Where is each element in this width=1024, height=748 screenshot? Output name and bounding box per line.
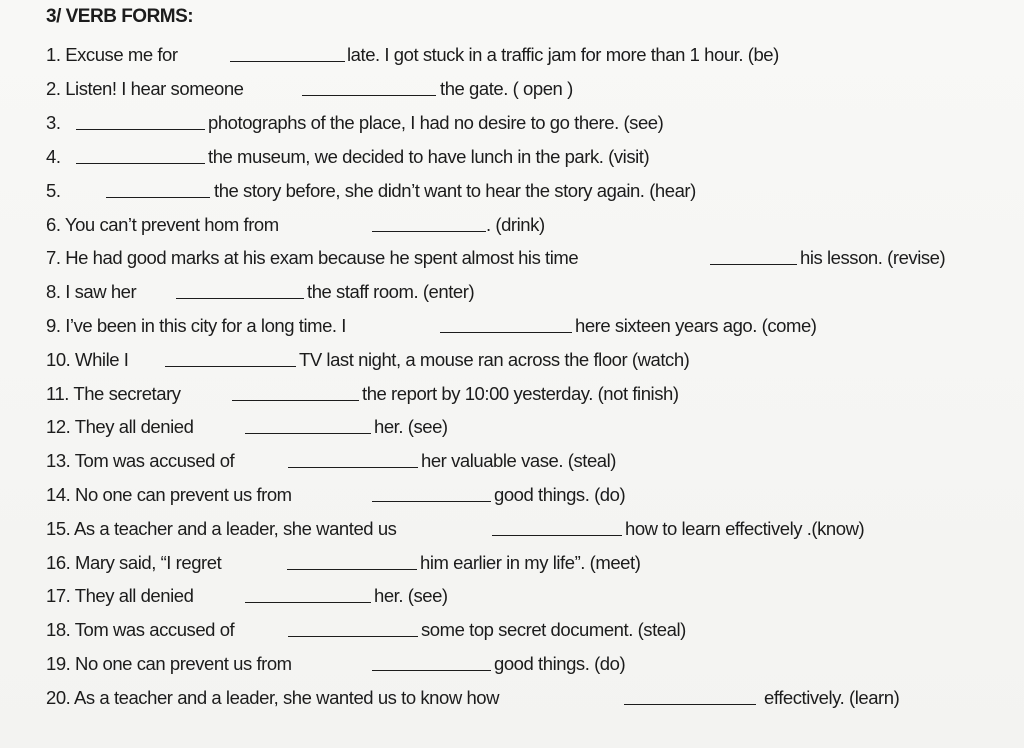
question-14 <box>46 480 1016 510</box>
answer-blank <box>372 501 491 502</box>
question-text-after: good things. (do) <box>494 653 626 674</box>
question-text-before: 17. They all denied <box>46 585 194 606</box>
answer-blank <box>440 332 572 333</box>
question-text-after: his lesson. (revise) <box>800 247 946 268</box>
answer-blank <box>76 163 205 164</box>
question-text-before: 15. As a teacher and a leader, she wanted us <box>46 518 397 539</box>
question-text-after: here sixteen years ago. (come) <box>575 315 817 336</box>
question-text-before: 10. While I <box>46 349 129 370</box>
answer-blank <box>372 670 491 671</box>
question-9 <box>46 311 1016 341</box>
question-13 <box>46 446 1016 476</box>
question-15 <box>46 514 1016 544</box>
question-4 <box>46 142 1016 172</box>
answer-blank <box>176 298 304 299</box>
question-text-after: photographs of the place, I had no desire to go there. (see) <box>208 112 664 133</box>
question-1 <box>46 40 1016 70</box>
section-title: 3/ VERB FORMS: <box>46 6 194 27</box>
question-17 <box>46 581 1016 611</box>
question-18 <box>46 615 1016 645</box>
question-16 <box>46 548 1016 578</box>
answer-blank <box>492 535 622 536</box>
question-text-after: her. (see) <box>374 585 448 606</box>
question-text-before: 3. <box>46 112 61 133</box>
question-text-before: 19. No one can prevent us from <box>46 653 292 674</box>
question-text-after: TV last night, a mouse ran across the floor (watch) <box>299 349 690 370</box>
question-text-before: 14. No one can prevent us from <box>46 484 292 505</box>
question-text-after: the staff room. (enter) <box>307 281 475 302</box>
question-text-before: 4. <box>46 146 61 167</box>
question-text-before: 20. As a teacher and a leader, she wanted us to know how <box>46 687 500 708</box>
question-text-after: how to learn effectively .(know) <box>625 518 865 539</box>
question-8 <box>46 277 1016 307</box>
question-text-before: 18. Tom was accused of <box>46 619 235 640</box>
question-text-before: 13. Tom was accused of <box>46 450 235 471</box>
question-11 <box>46 379 1016 409</box>
answer-blank <box>372 231 486 232</box>
answer-blank <box>287 569 417 570</box>
question-20 <box>46 683 1016 713</box>
question-text-after: good things. (do) <box>494 484 626 505</box>
question-text-before: 12. They all denied <box>46 416 194 437</box>
question-text-after: the gate. ( open ) <box>440 78 573 99</box>
question-2 <box>46 74 1016 104</box>
question-7 <box>46 243 1016 273</box>
answer-blank <box>245 602 371 603</box>
answer-blank <box>245 433 371 434</box>
question-text-after: her. (see) <box>374 416 448 437</box>
question-text-before: 16. Mary said, “I regret <box>46 552 222 573</box>
question-6 <box>46 210 1016 240</box>
question-text-after: late. I got stuck in a traffic jam for more than 1 hour. (be) <box>347 44 779 65</box>
answer-blank <box>106 197 210 198</box>
question-text-after: effectively. (learn) <box>764 687 900 708</box>
answer-blank <box>710 264 797 265</box>
answer-blank <box>165 366 296 367</box>
answer-blank <box>288 636 418 637</box>
question-text-before: 1. Excuse me for <box>46 44 178 65</box>
question-text-before: 9. I’ve been in this city for a long time. I <box>46 315 346 336</box>
question-text-before: 7. He had good marks at his exam because he spent almost his time <box>46 247 579 268</box>
question-10 <box>46 345 1016 375</box>
answer-blank <box>624 704 756 705</box>
question-text-before: 2. Listen! I hear someone <box>46 78 244 99</box>
question-text-after: the museum, we decided to have lunch in the park. (visit) <box>208 146 650 167</box>
question-text-after: him earlier in my life”. (meet) <box>420 552 641 573</box>
question-text-before: 8. I saw her <box>46 281 137 302</box>
question-text-before: 6. You can’t prevent hom from <box>46 214 279 235</box>
answer-blank <box>232 400 359 401</box>
answer-blank <box>76 129 205 130</box>
question-text-after: some top secret document. (steal) <box>421 619 686 640</box>
question-text-before: 5. <box>46 180 61 201</box>
question-text-after: her valuable vase. (steal) <box>421 450 616 471</box>
answer-blank <box>288 467 418 468</box>
question-5 <box>46 176 1016 206</box>
question-text-after: . (drink) <box>486 214 545 235</box>
question-19 <box>46 649 1016 679</box>
answer-blank <box>230 61 345 62</box>
question-12 <box>46 412 1016 442</box>
question-text-after: the report by 10:00 yesterday. (not finish) <box>362 383 679 404</box>
answer-blank <box>302 95 436 96</box>
question-3 <box>46 108 1016 138</box>
question-text-after: the story before, she didn’t want to hear the story again. (hear) <box>214 180 696 201</box>
question-text-before: 11. The secretary <box>46 383 181 404</box>
